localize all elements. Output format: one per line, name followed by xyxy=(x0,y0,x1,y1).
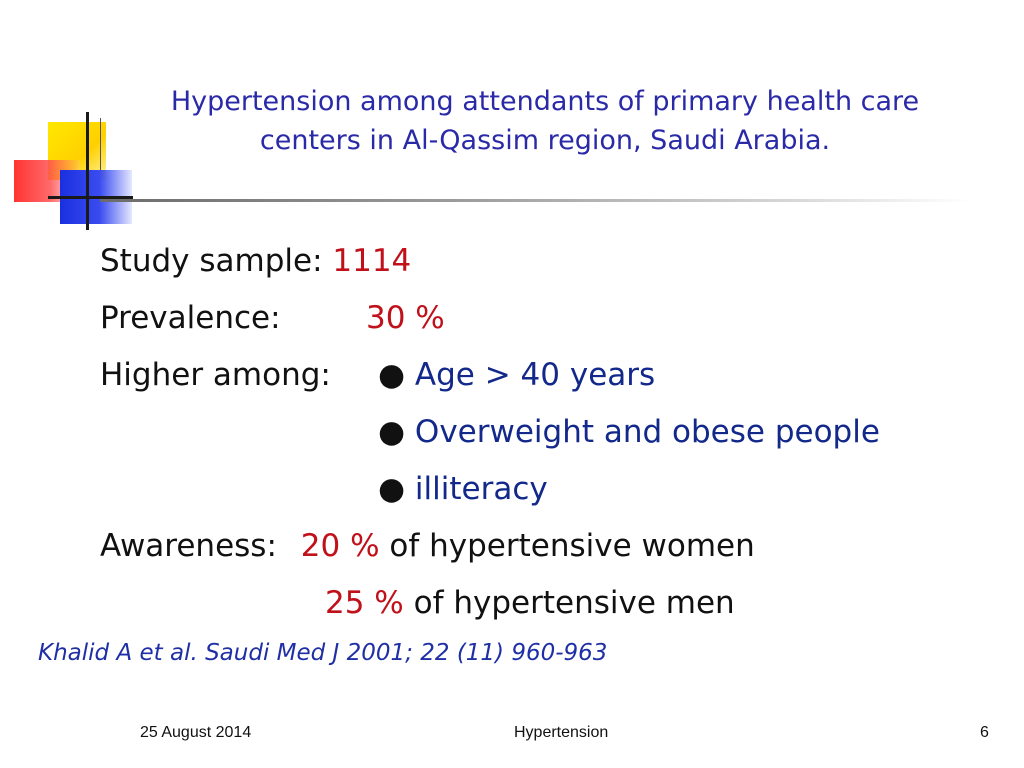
list-item xyxy=(378,357,655,393)
footer-topic: Hypertension xyxy=(514,724,609,741)
study-sample-row xyxy=(100,243,411,279)
awareness-men-value: 25 % xyxy=(325,585,404,621)
slide-title xyxy=(120,82,970,160)
awareness-women-row xyxy=(100,528,755,564)
higher-among-row xyxy=(100,357,331,393)
prevalence-label: Prevalence: xyxy=(100,300,281,336)
study-sample-value: 1114 xyxy=(332,243,412,279)
list-item xyxy=(378,414,880,450)
bullet-icon: ● xyxy=(378,414,406,450)
title-line-1: Hypertension among attendants of primary health care xyxy=(170,86,920,117)
bullet-icon: ● xyxy=(378,471,406,507)
prevalence-row xyxy=(100,300,445,336)
thin-vertical-line-decoration xyxy=(100,118,101,170)
awareness-men-text: of hypertensive men xyxy=(413,585,735,621)
higher-among-item-illiteracy: illiteracy xyxy=(414,471,548,507)
higher-among-item-age: Age > 40 years xyxy=(414,357,656,393)
prevalence-value: 30 % xyxy=(366,300,445,336)
awareness-men-row xyxy=(325,585,735,621)
awareness-label: Awareness: xyxy=(100,528,277,564)
awareness-women-value: 20 % xyxy=(300,528,380,564)
list-item xyxy=(378,471,548,507)
title-divider-rule xyxy=(100,199,970,202)
footer-date: 25 August 2014 xyxy=(140,724,252,741)
vertical-line-decoration xyxy=(86,112,89,230)
awareness-women-text: of hypertensive women xyxy=(389,528,755,564)
higher-among-label: Higher among: xyxy=(100,357,331,393)
citation: Khalid A et al. Saudi Med J 2001; 22 (11) 960-963 xyxy=(38,640,608,666)
bullet-icon: ● xyxy=(378,357,406,393)
study-sample-label: Study sample: xyxy=(100,243,323,279)
higher-among-item-overweight: Overweight and obese people xyxy=(414,414,880,450)
footer-page-number: 6 xyxy=(980,724,989,741)
title-line-2: centers in Al-Qassim region, Saudi Arabia. xyxy=(259,125,831,156)
